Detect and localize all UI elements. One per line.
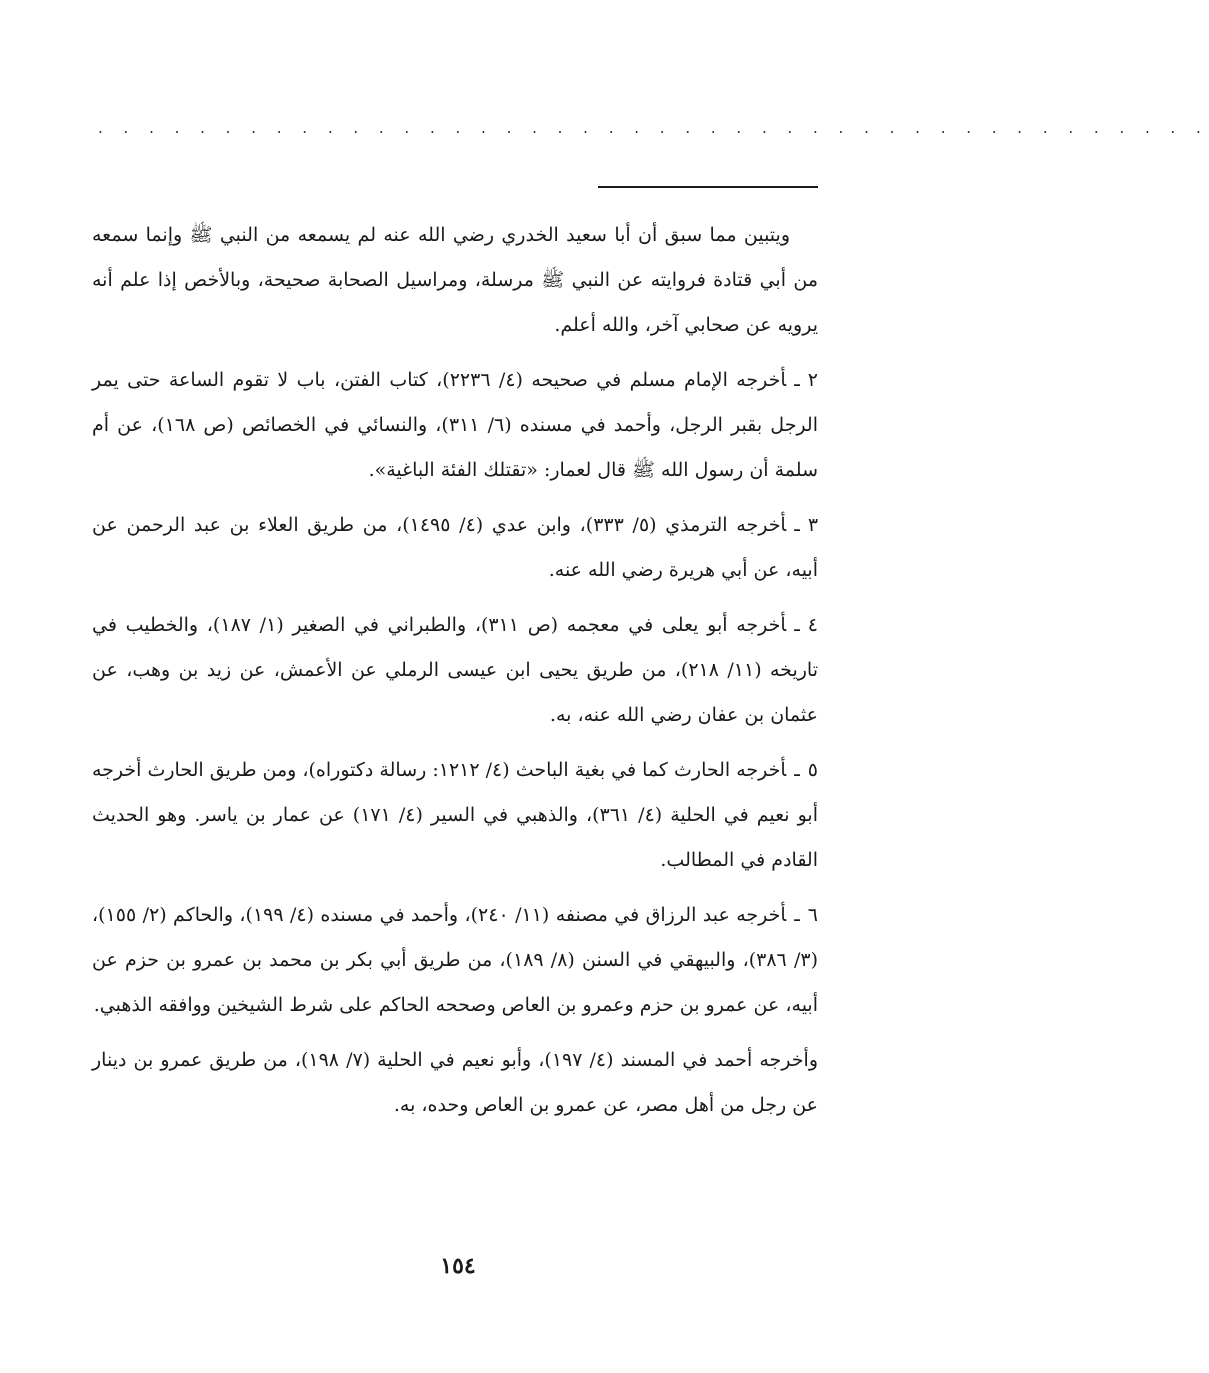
footnote-text: وأخرجه أحمد في المسند (٤/ ١٩٧)، وأبو نعيم في الحلية (٧/ ١٩٨)، من طريق عمرو بن دينار عن رجل من أهل مصر، عن عمرو بن العاص وحده، به.: [92, 1049, 818, 1116]
footnote-number: ٦: [807, 904, 818, 926]
page-number: ١٥٤: [440, 1253, 476, 1279]
footnote-dash: ـ: [794, 759, 800, 781]
footnote-dash: ـ: [794, 904, 800, 926]
footnote-text: أخرجه الترمذي (٥/ ٣٣٣)، وابن عدي (٤/ ١٤٩٥)، من طريق العلاء بن عبد الرحمن عن أبيه، عن أبي هريرة رضي الله عنه.: [92, 514, 818, 581]
footnote-number: ٤: [807, 614, 818, 636]
separator-dots: . . . . . . . . . . . . . . . . . . . . . . . . . . . . . . . . . . . . . . . . . . . .: [98, 119, 1209, 137]
footnote-3: [92, 503, 818, 593]
footnote-text: أخرجه الإمام مسلم في صحيحه (٤/ ٢٢٣٦)، كتاب الفتن، باب لا تقوم الساعة حتى يمر الرجل بقبر الرجل، وأحمد في مسنده (٦/ ٣١١)، والنسائي في الخصائص (ص ١٦٨)، عن أم سلمة أن رسول الله ﷺ قال لعمار: «تقتلك الفئة الباغية».: [92, 369, 818, 481]
footnote-dash: ـ: [794, 369, 800, 391]
footnote-text: ويتبين مما سبق أن أبا سعيد الخدري رضي الله عنه لم يسمعه من النبي ﷺ وإنما سمعه من أبي قتادة فروايته عن النبي ﷺ مرسلة، ومراسيل الصحابة صحيحة، وبالأخص إذا علم أنه يرويه عن صحابي آخر، والله أعلم.: [92, 224, 818, 336]
footnote-number: ٥: [807, 759, 818, 781]
footnote-2: [92, 358, 818, 493]
footnotes-section: [92, 213, 818, 1138]
footnote-text: أخرجه الحارث كما في بغية الباحث (٤/ ١٢١٢: رسالة دكتوراه)، ومن طريق الحارث أخرجه أبو نعيم في الحلية (٤/ ٣٦١)، والذهبي في السير (٤/ ١٧١) عن عمار بن ياسر. وهو الحديث القادم في المطالب.: [92, 759, 818, 871]
footnote-dash: ـ: [794, 514, 800, 536]
footnote-rule: [598, 186, 818, 188]
footnote-number: ٣: [807, 514, 819, 536]
footnote-number: ٢: [807, 369, 818, 391]
footnote-6-continuation: [92, 1038, 818, 1128]
footnote-text: أخرجه عبد الرزاق في مصنفه (١١/ ٢٤٠)، وأحمد في مسنده (٤/ ١٩٩)، والحاكم (٢/ ١٥٥)، (٣/ ٣٨٦)، والبيهقي في السنن (٨/ ١٨٩)، من طريق أبي بكر بن محمد بن عمرو بن حزم عن أبيه، عن عمرو بن حزم وعمرو بن العاص وصححه الحاكم على شرط الشيخين ووافقه الذهبي.: [92, 904, 818, 1016]
footnote-5: [92, 748, 818, 883]
footnote-4: [92, 603, 818, 738]
footnote-6: [92, 893, 818, 1028]
footnote-text: أخرجه أبو يعلى في معجمه (ص ٣١١)، والطبراني في الصغير (١/ ١٨٧)، والخطيب في تاريخه (١١/ ٢١٨)، من طريق يحيى ابن عيسى الرملي عن الأعمش، عن زيد بن وهب، عن عثمان بن عفان رضي الله عنه، به.: [92, 614, 818, 726]
footnote-dash: ـ: [794, 614, 800, 636]
footnote-paragraph: [92, 213, 818, 348]
